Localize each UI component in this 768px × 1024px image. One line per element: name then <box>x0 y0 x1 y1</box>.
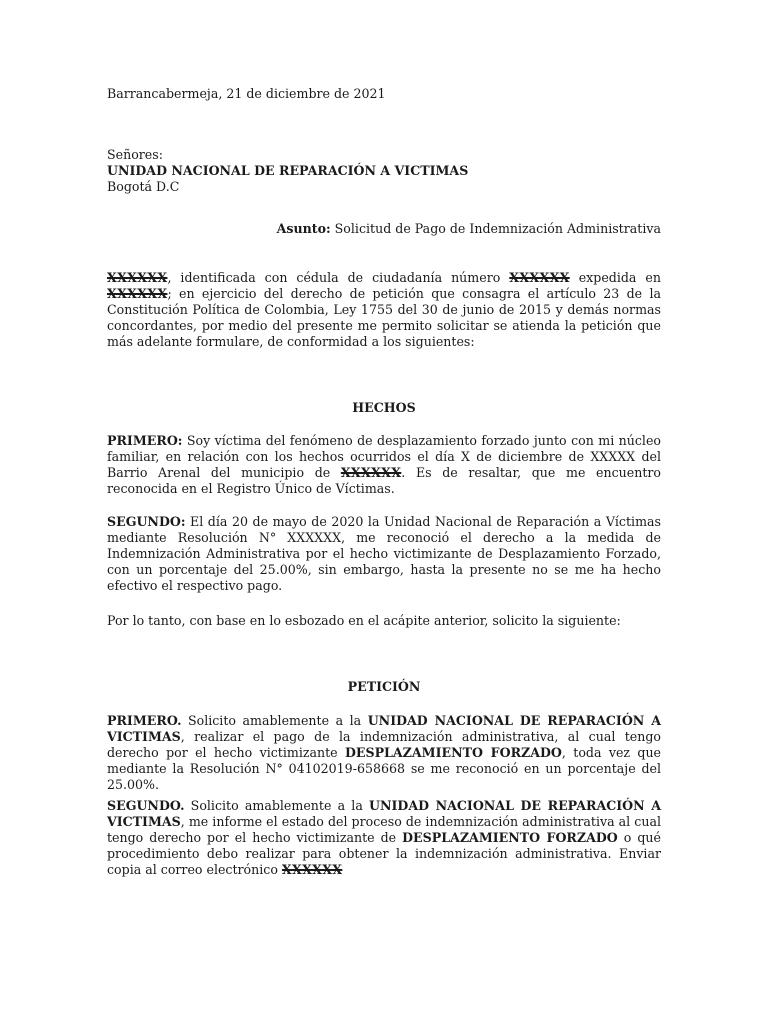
hechos-primero-text-2: . Es de resaltar, que me encuentro reconocida en el Registro Único de Víctimas. <box>107 465 661 496</box>
subject-line <box>107 221 661 237</box>
hechos-segundo-label: SEGUNDO: <box>107 514 186 529</box>
intro-text-1: , identificada con cédula de ciudadanía número <box>167 270 510 285</box>
peticion-primero-hecho: DESPLAZAMIENTO FORZADO <box>344 745 562 760</box>
peticion-segundo-label: SEGUNDO. <box>107 798 185 813</box>
peticion-segundo-org: UNIDAD NACIONAL DE REPARACIÓN A VICTIMAS <box>107 798 661 829</box>
peticion-primero-org: UNIDAD NACIONAL DE REPARACIÓN A VICTIMAS <box>107 713 661 744</box>
redacted-email: XXXXXX <box>281 862 343 877</box>
salutation: Señores: <box>107 147 163 162</box>
peticion-segundo-text-2: , me informe el estado del proceso de indemnización administrativa al cual tengo derecho por el hecho victimizante de <box>107 814 661 845</box>
hechos-segundo <box>107 514 661 594</box>
peticion-primero-label: PRIMERO. <box>107 713 182 728</box>
hechos-primero-text-1: Soy víctima del fenómeno de desplazamiento forzado junto con mi núcleo familiar, en relación con los hechos ocurridos el día X de diciembre de XXXXX del Barrio Arenal del municipio de <box>107 433 661 480</box>
peticion-primero <box>107 713 661 793</box>
intro-paragraph <box>107 270 661 350</box>
date-line: Barrancabermeja, 21 de diciembre de 2021 <box>107 86 386 101</box>
recipient-org: UNIDAD NACIONAL DE REPARACIÓN A VICTIMAS <box>107 163 469 178</box>
redacted-name: XXXXXX <box>107 270 168 285</box>
hechos-heading: HECHOS <box>352 400 416 415</box>
recipient-city: Bogotá D.C <box>107 179 180 194</box>
peticion-primero-text-3: , toda vez que mediante la Resolución N° 04102019-658668 se me reconoció en un porcentaje del 25.00%. <box>107 745 662 792</box>
redacted-id: XXXXXX <box>509 270 570 285</box>
peticion-heading: PETICIÓN <box>347 679 421 694</box>
peticion-primero-text-1: Solicito amablemente a la <box>181 713 368 728</box>
peticion-segundo <box>107 798 661 878</box>
subject-text: Solicitud de Pago de Indemnización Administrativa <box>330 221 661 236</box>
peticion-primero-text-2: , realizar el pago de la indemnización administrativa, al cual tengo derecho por el hecho victimizante <box>107 729 661 760</box>
hechos-primero <box>107 433 661 497</box>
hechos-primero-label: PRIMERO: <box>107 433 183 448</box>
conclusion-paragraph: Por lo tanto, con base en lo esbozado en el acápite anterior, solicito la siguiente: <box>107 613 621 628</box>
subject-label: Asunto: <box>276 221 331 236</box>
intro-text-3: ; en ejercicio del derecho de petición que consagra el artículo 23 de la Constitución Política de Colombia, Ley 1755 del 30 de junio de 2015 y demás normas concordantes, por medio del presente me permito solicitar se atienda la petición que más adelante formulare, de conformidad a los siguientes: <box>107 286 661 349</box>
intro-text-2: expedida en <box>569 270 661 285</box>
redacted-municipio: XXXXXX <box>340 465 402 480</box>
peticion-segundo-text-1: Solicito amablemente a la <box>184 798 370 813</box>
peticion-segundo-text-3: o qué procedimiento debo realizar para obtener la indemnización administrativa. Enviar copia al correo electrónico <box>107 830 661 877</box>
recipient-block <box>107 147 661 195</box>
peticion-segundo-hecho: DESPLAZAMIENTO FORZADO <box>402 830 618 845</box>
hechos-segundo-text: El día 20 de mayo de 2020 la Unidad Nacional de Reparación a Víctimas mediante Resolución N° XXXXXX, me reconoció el derecho a la medida de Indemnización Administrativa por el hecho victimizante de Desplazamiento Forzado, con un porcentaje del 25.00%, sin embargo, hasta la presente no se me ha hecho efectivo el respectivo pago. <box>107 514 661 593</box>
redacted-place: XXXXXX <box>107 286 168 301</box>
